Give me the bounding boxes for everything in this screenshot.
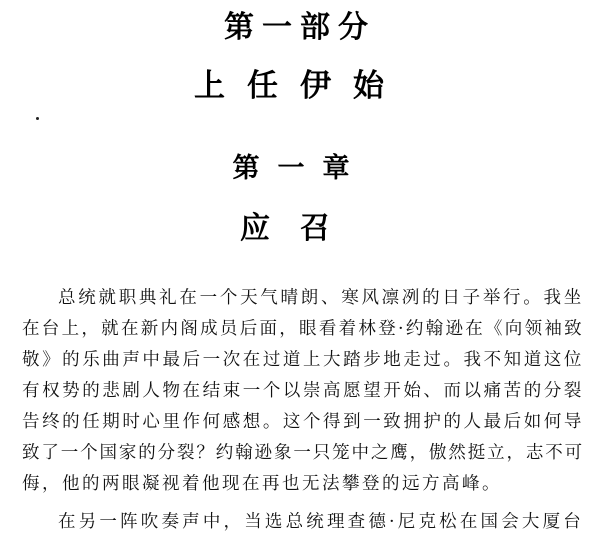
body-line: 有权势的悲剧人物在结束一个以崇高愿望开始、而以痛苦的分裂	[22, 381, 584, 401]
part-title: 第一部分	[224, 10, 376, 45]
chapter-subtitle: 应召	[240, 211, 360, 246]
body-line: 敬》的乐曲声中最后一次在过道上大踏步地走过。我不知道这位	[22, 350, 584, 370]
part-subtitle: 上任伊始	[194, 68, 406, 104]
print-speck-mark	[36, 117, 39, 120]
body-line: 总统就职典礼在一个天气晴朗、寒风凛冽的日子举行。我坐	[58, 288, 584, 308]
body-line: 告终的任期时心里作何感想。这个得到一致拥护的人最后如何导	[22, 412, 584, 432]
body-line: 致了一个国家的分裂？约翰逊象一只笼中之鹰，傲然挺立，志不可	[22, 443, 585, 463]
body-line: 侮，他的两眼凝视着他现在再也无法攀登的远方高峰。	[22, 474, 502, 494]
body-line: 在台上，就在新内阁成员后面，眼看着林登·约翰逊在《向领袖致	[22, 319, 584, 339]
chapter-title: 第一章	[232, 153, 368, 184]
body-line: 在另一阵吹奏声中，当选总统理查德·尼克松在国会大厦台	[58, 512, 585, 532]
